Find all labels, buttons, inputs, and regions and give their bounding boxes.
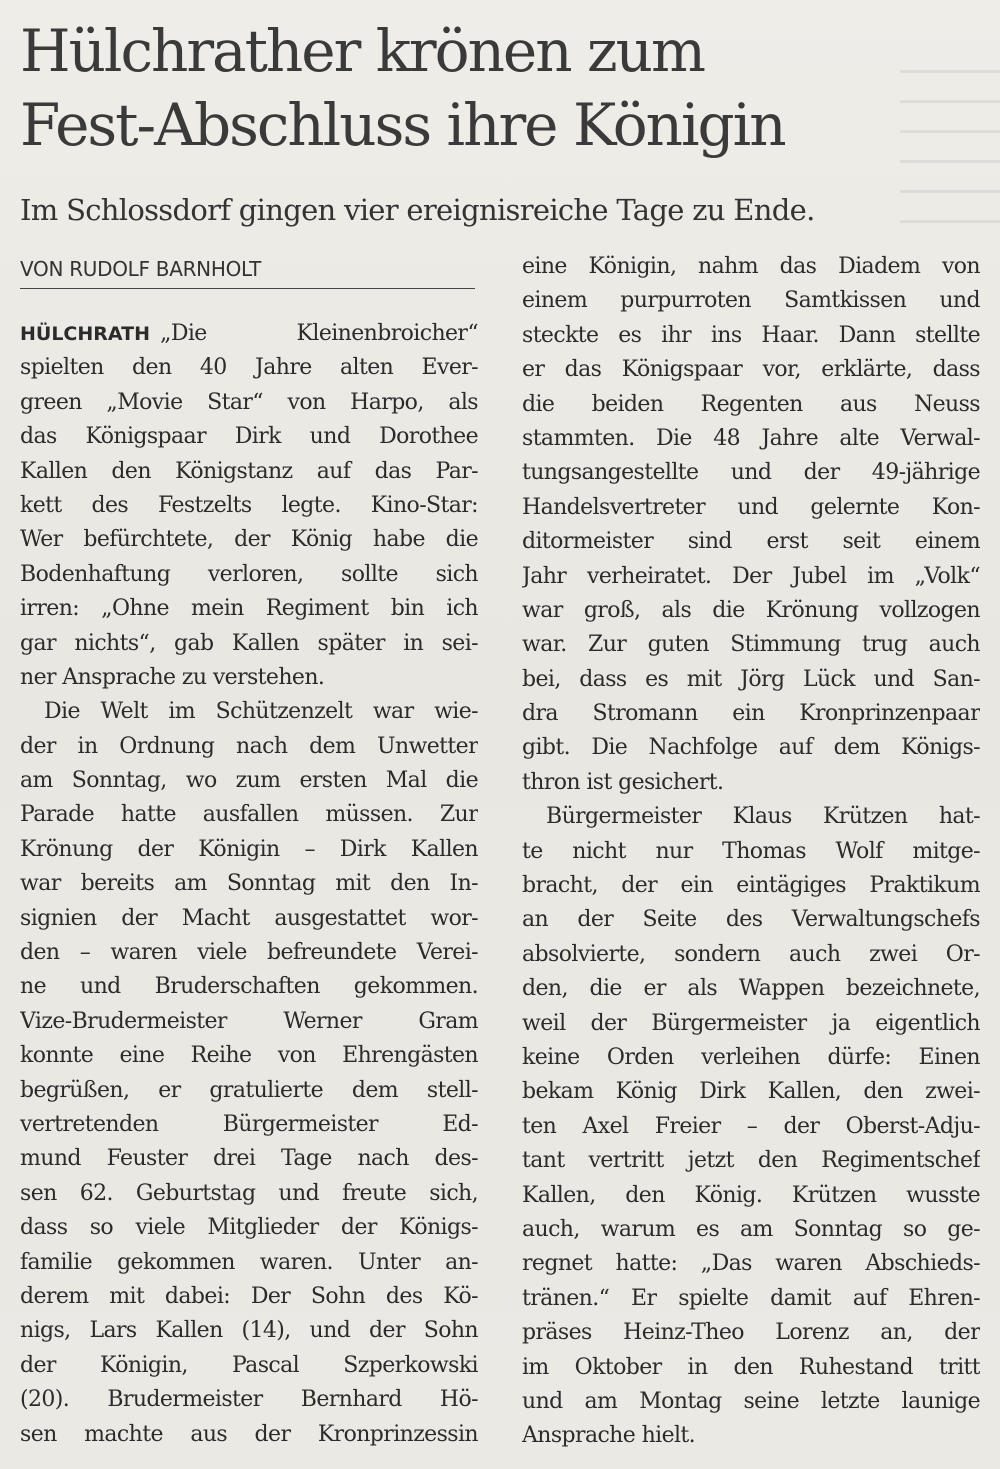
headline-line: Fest-Abschluss ihre Königin xyxy=(20,91,785,159)
text-line: Krönung der Königin – Dirk Kallen xyxy=(20,836,478,862)
text-line: einem purpurroten Samtkissen und xyxy=(522,288,980,314)
text-line: absolvierte, sondern auch zwei Or- xyxy=(522,941,980,967)
text-line: der Königin, Pascal Szperkowski xyxy=(20,1352,478,1378)
text-line: eine Königin, nahm das Diadem von xyxy=(522,254,980,279)
text-line: den – waren viele befreundete Verei- xyxy=(20,940,478,966)
text-line: vertretenden Bürgermeister Ed- xyxy=(20,1111,478,1137)
subheadline: Im Schlossdorf gingen vier ereignisreiche Tage zu Ende. xyxy=(20,193,815,227)
article-column-left xyxy=(20,317,478,1452)
text-line: im Oktober in den Ruhestand tritt xyxy=(522,1354,980,1380)
headline xyxy=(20,14,980,162)
dateline: HÜLCHRATH xyxy=(20,323,151,345)
text-line: dra Stromann ein Kronprinzenpaar xyxy=(522,701,980,727)
byline: VON RUDOLF BARNHOLT xyxy=(20,252,475,289)
text-line: Kallen den Königstanz auf das Par- xyxy=(20,458,478,484)
text-line: tungsangestellte und der 49-jährige xyxy=(522,460,980,486)
text-line: green „Movie Star“ von Harpo, als xyxy=(20,389,478,415)
text-line: nigs, Lars Kallen (14), und der Sohn xyxy=(20,1318,478,1344)
text-line: sen machte aus der Kronprinzessin xyxy=(20,1421,478,1447)
text-line: ne und Bruderschaften gekommen. xyxy=(20,974,478,1000)
text-line: gibt. Die Nachfolge auf dem Königs- xyxy=(522,735,980,761)
text-line: sen 62. Geburtstag und freute sich, xyxy=(20,1180,478,1206)
text-line: bracht, der ein eintägiges Praktikum xyxy=(522,873,980,899)
text-line: begrüßen, er gratulierte dem stell- xyxy=(20,1077,478,1103)
text-line: Bodenhaftung verloren, sollte sich xyxy=(20,561,478,587)
text-line: te nicht nur Thomas Wolf mitge- xyxy=(522,838,980,864)
text-line: ditormeister sind erst seit einem xyxy=(522,529,980,555)
text-line: steckte es ihr ins Haar. Dann stellte xyxy=(522,322,980,348)
text-line: bekam König Dirk Kallen, den zwei- xyxy=(522,1079,980,1105)
line-text: „Die Kleinenbroicher“ xyxy=(160,321,478,346)
text-line: weil der Bürgermeister ja eigentlich xyxy=(522,1010,980,1036)
text-line: Jahr verheiratet. Der Jubel im „Volk“ xyxy=(522,563,980,589)
text-line: war. Zur guten Stimmung trug auch xyxy=(522,632,980,658)
text-line: präses Heinz-Theo Lorenz an, der xyxy=(522,1320,980,1346)
text-line: Parade hatte ausfallen müssen. Zur xyxy=(20,802,478,828)
text-line: ner Ansprache zu verstehen. xyxy=(20,664,325,690)
text-line: derem mit dabei: Der Sohn des Kö- xyxy=(20,1283,478,1309)
text-line: Ansprache hielt. xyxy=(522,1423,696,1449)
text-line: das Königspaar Dirk und Dorothee xyxy=(20,424,478,450)
text-line: keine Orden verleihen dürfe: Einen xyxy=(522,1044,980,1070)
text-line: Die Welt im Schützenzelt war wie- xyxy=(44,699,478,725)
text-line: tant vertritt jetzt den Regimentschef xyxy=(522,1148,980,1174)
text-line: regnet hatte: „Das waren Abschieds- xyxy=(522,1251,980,1277)
headline-line: Hülchrather krönen zum xyxy=(20,17,704,85)
text-line xyxy=(20,317,478,351)
text-line: Bürgermeister Klaus Krützen hat- xyxy=(546,804,980,830)
text-line: konnte eine Reihe von Ehrengästen xyxy=(20,1043,478,1069)
text-line: Vize-Brudermeister Werner Gram xyxy=(20,1008,478,1034)
text-line: war groß, als die Krönung vollzogen xyxy=(522,597,980,623)
text-line: irren: „Ohne mein Regiment bin ich xyxy=(20,596,478,622)
text-line: bei, dass es mit Jörg Lück und San- xyxy=(522,666,980,692)
text-line: kett des Festzelts legte. Kino-Star: xyxy=(20,492,478,518)
text-line: thron ist gesichert. xyxy=(522,769,724,795)
text-line: (20). Brudermeister Bernhard Hö- xyxy=(20,1387,478,1413)
text-line: mund Feuster drei Tage nach des- xyxy=(20,1146,478,1172)
text-line: der in Ordnung nach dem Unwetter xyxy=(20,733,478,759)
text-line: an der Seite des Verwaltungschefs xyxy=(522,907,980,933)
text-line: dass so viele Mitglieder der Königs- xyxy=(20,1215,478,1241)
text-line: Wer befürchtete, der König habe die xyxy=(20,527,478,553)
text-line: signien der Macht ausgestattet wor- xyxy=(20,905,478,931)
text-line: gar nichts“, gab Kallen später in sei- xyxy=(20,630,478,656)
text-line: familie gekommen waren. Unter an- xyxy=(20,1249,478,1275)
text-line: stammten. Die 48 Jahre alte Verwal- xyxy=(522,425,980,451)
text-line: den, die er als Wappen bezeichnete, xyxy=(522,976,980,1002)
text-line: Kallen, den König. Krützen wusste xyxy=(522,1182,980,1208)
text-line: die beiden Regenten aus Neuss xyxy=(522,391,980,417)
text-line: war bereits am Sonntag mit den In- xyxy=(20,871,478,897)
text-line: er das Königspaar vor, erklärte, dass xyxy=(522,357,980,383)
text-line: am Sonntag, wo zum ersten Mal die xyxy=(20,768,478,794)
text-line: spielten den 40 Jahre alten Ever- xyxy=(20,355,478,381)
text-line: auch, warum es am Sonntag so ge- xyxy=(522,1216,980,1242)
text-line: tränen.“ Er spielte damit auf Ehren- xyxy=(522,1285,980,1311)
text-line: ten Axel Freier – der Oberst-Adju- xyxy=(522,1113,980,1139)
text-line: Handelsvertreter und gelernte Kon- xyxy=(522,494,980,520)
text-line: und am Montag seine letzte launige xyxy=(522,1388,980,1414)
article-column-right xyxy=(522,250,980,1454)
